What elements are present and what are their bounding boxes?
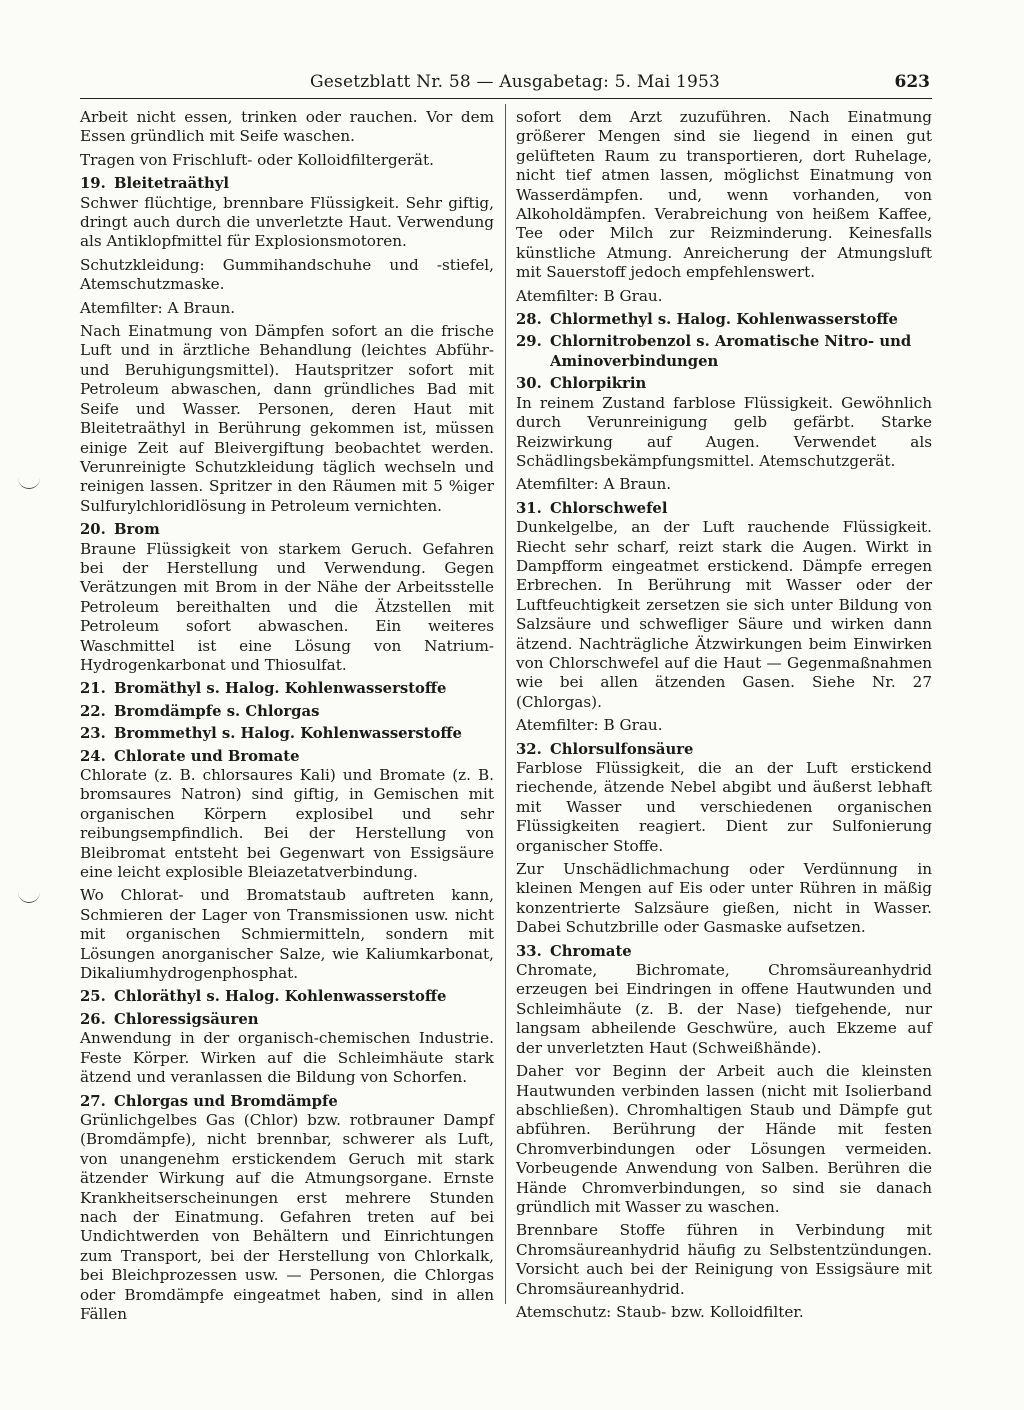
- section-number: 31.: [516, 499, 542, 517]
- section-number: 28.: [516, 311, 542, 329]
- page-header: [80, 72, 932, 99]
- section-title: Chlormethyl s. Halog. Kohlenwasserstoffe: [550, 311, 898, 329]
- paragraph: Nach Einatmung von Dämpfen sofort an die frische Luft und in ärztliche Behandlung (leichtes Abführ- und Beruhigungsmittel). Hautspritzer sofort mit Petroleum abwaschen, dann gründliches Bad mit Seife und Wasser. Personen, deren Haut mit Bleitetraäthyl in Berührung gekommen ist, müssen einige Zeit auf Bleivergiftung beobachtet werden. Verunreinigte Schutzkleidung täglich wechseln und reinigen lassen. Spritzer in den Räumen mit 5 %iger Sulfurylchloridlösung in Petroleum vernichten.: [80, 322, 494, 515]
- paragraph: Chlorate (z. B. chlorsaures Kali) und Bromate (z. B. bromsaures Natron) sind giftig, in Gemischen mit organischen Körpern explosibel und sehr reibungsempfindlich. Bei der Herstellung von Bleibromat entsteht bei Gegenwart von Essigsäure eine leicht explosible Bleiazetatverbindung.: [80, 766, 494, 882]
- paragraph: In reinem Zustand farblose Flüssigkeit. Gewöhnlich durch Verunreinigung gelb gefärbt. Starke Reizwirkung auf Augen. Verwendet als Schädlingsbekämpfungsmittel. Atemschutzgerät.: [516, 393, 932, 470]
- margin-mark: [18, 892, 40, 903]
- section-number: 23.: [80, 725, 106, 743]
- section-heading: [516, 942, 932, 961]
- section-number: 26.: [80, 1010, 106, 1028]
- paragraph: Daher vor Beginn der Arbeit auch die kleinsten Hautwunden verbinden lassen (nicht mit Isolierband abschließen). Chromhaltigen Staub und Dämpfe gut abführen. Berührung der Hände mit festen Chromverbindungen oder Lösungen vermeiden. Vorbeugende Anwendung von Salben. Berühren die Hände Chromverbindungen, so sind sie danach gründlich mit Wasser zu waschen.: [516, 1062, 932, 1216]
- section-title: Chromate: [550, 942, 632, 960]
- section-number: 21.: [80, 680, 106, 698]
- section-heading: [80, 747, 494, 766]
- section-number: 33.: [516, 942, 542, 960]
- paragraph: Atemfilter: A Braun.: [80, 298, 236, 317]
- section-number: 24.: [80, 747, 106, 765]
- section-title: Bleitetraäthyl: [114, 175, 230, 193]
- paragraph: Schutzkleidung: Gummihandschuhe und -stiefel, Atemschutzmaske.: [80, 255, 494, 294]
- header-title: Gesetzblatt Nr. 58 — Ausgabetag: 5. Mai 1953: [310, 72, 721, 92]
- section-heading: [80, 520, 494, 539]
- section-number: 30.: [516, 375, 542, 393]
- section-heading: [80, 1010, 494, 1029]
- section-title: Chlorgas und Bromdämpfe: [114, 1092, 338, 1110]
- paragraph: Arbeit nicht essen, trinken oder rauchen. Vor dem Essen gründlich mit Seife waschen.: [80, 108, 494, 146]
- section-title: Chlorschwefel: [550, 499, 668, 517]
- paragraph: Wo Chlorat- und Bromatstaub auftreten kann, Schmieren der Lager von Transmissionen usw. nicht mit organischen Schmiermitteln, sondern mit Lösungen anorganischer Salze, wie Kaliumkarbonat, Dikaliumhydrogenphosphat.: [80, 886, 494, 983]
- section-title: Bromdämpfe s. Chlorgas: [114, 702, 320, 720]
- section-title: Chlorsulfonsäure: [550, 740, 694, 758]
- paragraph: Grünlichgelbes Gas (Chlor) bzw. rotbrauner Dampf (Bromdämpfe), nicht brennbar, schwerer als Luft, von unangenehm erstickendem Geruch mit stark ätzender Wirkung auf die Atmungsorgane. Ernste Krankheitserscheinungen erst mehrere Stunden nach der Einatmung. Gefahren treten auf bei Undichtwerden von Behältern und Einrichtungen zum Transport, bei der Herstellung von Chlorkalk, bei Bleichprozessen usw. — Personen, die Chlorgas oder Bromdämpfe eingeatmet haben, sind in allen Fällen: [80, 1110, 494, 1323]
- section-title: Chlorate und Bromate: [114, 747, 300, 765]
- paragraph: sofort dem Arzt zuzuführen. Nach Einatmung größerer Mengen sind sie liegend in einen gut gelüfteten Raum zu transportieren, dort Ruhelage, nicht tief atmen lassen, möglichst Einatmung von Wasserdämpfen. und, wenn vorhanden, von Alkoholdämpfen. Verabreichung von heißem Kaffee, Tee oder Milch zur Reizminderung. Keinesfalls künstliche Atmung. Anreicherung der Atmungsluft mit Sauerstoff jedoch empfehlenswert.: [516, 108, 932, 282]
- section-number: 20.: [80, 521, 106, 539]
- section-title: Brommethyl s. Halog. Kohlenwasserstoffe: [114, 725, 462, 743]
- section-heading: [516, 332, 932, 371]
- section-number: 19.: [80, 175, 106, 193]
- margin-mark: [18, 478, 40, 489]
- section-number: 22.: [80, 702, 106, 720]
- paragraph: Anwendung in der organisch-chemischen Industrie. Feste Körper. Wirken auf die Schleimhäute stark ätzend und veranlassen die Bildung von Schorfen.: [80, 1029, 494, 1087]
- section-heading: [80, 174, 494, 193]
- section-title: Bromäthyl s. Halog. Kohlenwasserstoffe: [114, 680, 447, 698]
- section-heading: [80, 1092, 494, 1111]
- column-divider: [505, 104, 506, 1304]
- section-heading: [516, 499, 932, 518]
- section-title: Chloräthyl s. Halog. Kohlenwasserstoffe: [114, 988, 447, 1006]
- section-heading: [80, 987, 494, 1006]
- paragraph: Zur Unschädlichmachung oder Verdünnung in kleinen Mengen auf Eis oder unter Rühren in mäßig konzentrierte Salzsäure gießen, nicht in Wasser. Dabei Schutzbrille oder Gasmaske aufsetzen.: [516, 860, 932, 937]
- page-number: 623: [894, 72, 930, 92]
- paragraph: Farblose Flüssigkeit, die an der Luft erstickend riechende, ätzende Nebel abgibt und äußerst lebhaft mit Wasser und verschiedenen organischen Flüssigkeiten reagiert. Dient zur Sulfonierung organischer Stoffe.: [516, 759, 932, 855]
- paragraph: Schwer flüchtige, brennbare Flüssigkeit. Sehr giftig, dringt auch durch die unverletzte Haut. Verwendung als Antiklopfmittel für Explosionsmotoren.: [80, 193, 494, 251]
- section-title: Brom: [114, 521, 160, 539]
- section-title: Chlornitrobenzol s. Aromatische Nitro- und: [550, 333, 912, 351]
- section-number: 29.: [516, 333, 542, 351]
- paragraph: Atemfilter: A Braun.: [516, 475, 672, 494]
- section-title: Chlorpikrin: [550, 375, 647, 393]
- paragraph: Braune Flüssigkeit von starkem Geruch. Gefahren bei der Herstellung und Verwendung. Gegen Verätzungen mit Brom in der Nähe der Arbeitsstelle Petroleum bereithalten und die Ätzstellen mit Petroleum sofort abwaschen. Ein weiteres Waschmittel ist eine Lösung von Natrium-Hydrogenkarbonat und Thiosulfat.: [80, 539, 494, 674]
- section-heading: [516, 374, 932, 393]
- section-heading: [516, 740, 932, 759]
- section-number: 25.: [80, 988, 106, 1006]
- section-number: 32.: [516, 740, 542, 758]
- paragraph: Tragen von Frischluft- oder Kolloidfiltergerät.: [80, 150, 434, 169]
- paragraph: Atemfilter: B Grau.: [516, 286, 663, 305]
- paragraph: Atemschutz: Staub- bzw. Kolloidfilter.: [516, 1302, 804, 1321]
- paragraph: Chromate, Bichromate, Chromsäureanhydrid erzeugen bei Eindringen in offene Hautwunden und Schleimhäute (z. B. der Nase) tiefgehende, nur langsam abheilende Geschwüre, auch Ekzeme auf der unverletzten Haut (Schweißhände).: [516, 961, 932, 1057]
- paragraph: Dunkelgelbe, an der Luft rauchende Flüssigkeit. Riecht sehr scharf, reizt stark die Augen. Wirkt in Dampfform eingeatmet erstickend. Dämpfe erregen Erbrechen. In Berührung mit Wasser oder der Luftfeuchtigkeit zersetzen sie sich unter Bildung von Salzsäure und schwefliger Säure und wirken dann ätzend. Nachträgliche Ätzwirkungen beim Einwirken von Chlorschwefel auf die Haut — Gegenmaßnahmen wie bei allen ätzenden Gasen. Siehe Nr. 27 (Chlorgas).: [516, 518, 932, 711]
- section-heading: [80, 702, 494, 721]
- section-title: Chloressigsäuren: [114, 1010, 259, 1028]
- section-number: 27.: [80, 1092, 106, 1110]
- section-heading: [80, 724, 494, 743]
- right-column: [516, 108, 932, 1326]
- paragraph: Atemfilter: B Grau.: [516, 716, 663, 735]
- paragraph: Brennbare Stoffe führen in Verbindung mit Chromsäureanhydrid häufig zu Selbstentzündungen. Vorsicht auch bei der Reinigung von Essigsäure mit Chromsäureanhydrid.: [516, 1221, 932, 1298]
- section-title-continuation: Aminoverbindungen: [550, 352, 719, 370]
- section-heading: [516, 310, 932, 329]
- left-column: [80, 108, 494, 1328]
- section-heading: [80, 679, 494, 698]
